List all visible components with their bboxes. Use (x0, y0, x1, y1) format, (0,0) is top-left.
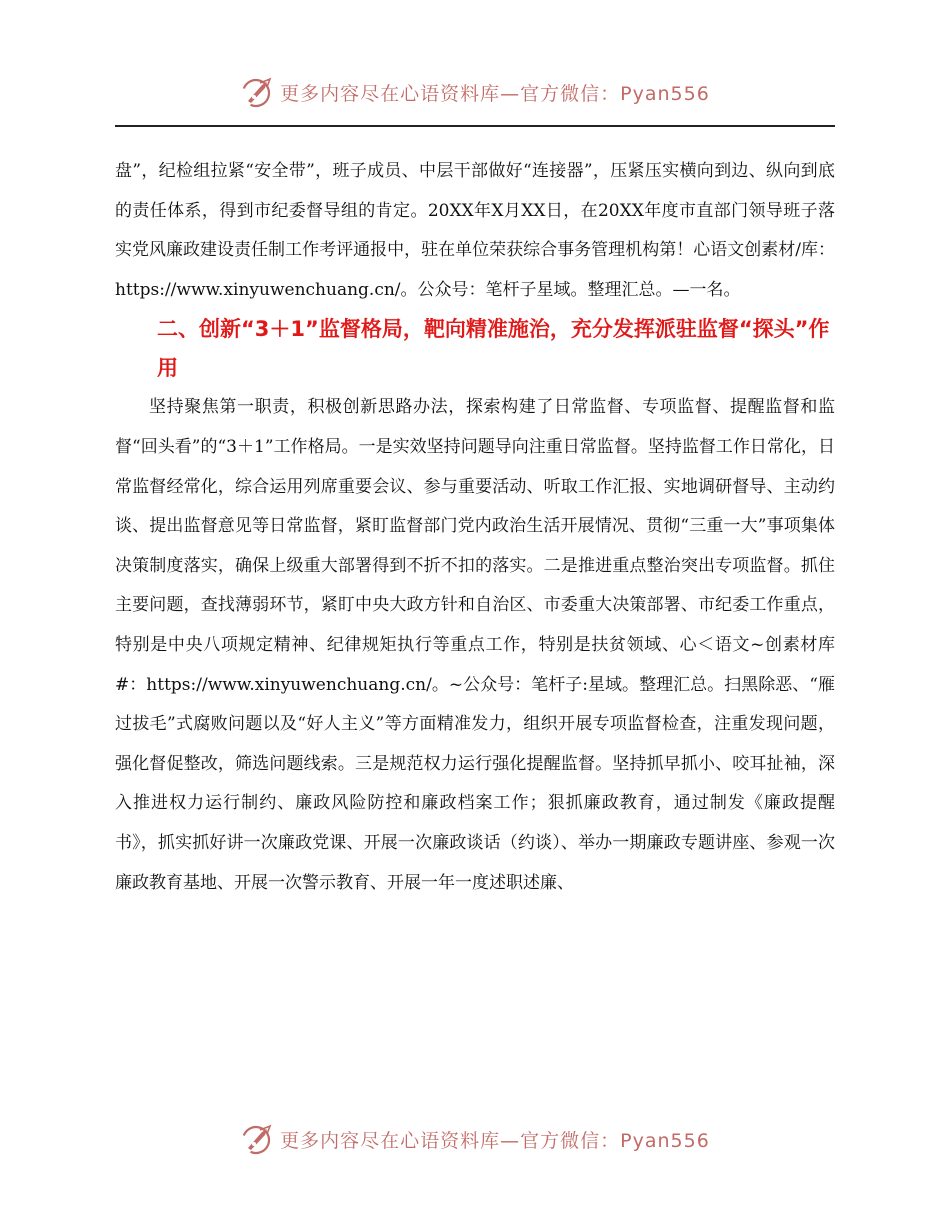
footer-banner (0, 1117, 950, 1161)
document-body (115, 152, 835, 903)
pen-nib-circle-icon (240, 75, 274, 109)
header-divider (115, 125, 835, 127)
header-banner-text: 更多内容尽在心语资料库—官方微信：Pyan556 (280, 82, 710, 105)
section-heading: 二、创新“3＋1”监督格局，靶向精准施治，充分发挥派驻监督“探头”作用 (157, 317, 830, 381)
paragraph-body: 坚持聚焦第一职责，积极创新思路办法，探索构建了日常监督、专项监督、提醒监督和监督“回头看”的“3＋1”工作格局。一是实效坚持问题导向注重日常监督。坚持监督工作日常化，日常监督经常化，综合运用列席重要会议、参与重要活动、听取工作汇报、实地调研督导、主动约谈、提出监督意见等日常监督，紧盯监督部门党内政治生活开展情况、贯彻“三重一大”事项集体决策制度落实，确保上级重大部署得到不折不扣的落实。二是推进重点整治突出专项监督。抓住主要问题，查找薄弱环节，紧盯中央大政方针和自治区、市委重大决策部署、市纪委工作重点，特别是中央八项规定精神、纪律规矩执行等重点工作，特别是扶贫领域、心＜语文~创素材库#：https://www.xinyuwenchuang.cn/。~公众号：笔杆子:星域。整理汇总。扫黑除恶、“雁过拔毛”式腐败问题以及“好人主义”等方面精准发力，组织开展专项监督检查，注重发现问题，强化督促整改，筛选问题线索。三是规范权力运行强化提醒监督。坚持抓早抓小、咬耳扯袖，深入推进权力运行制约、廉政风险防控和廉政档案工作；狠抓廉政教育，通过制发《廉政提醒书》，抓实抓好讲一次廉政党课、开展一次廉政谈话（约谈）、举办一期廉政专题讲座、参观一次廉政教育基地、开展一次警示教育、开展一年一度述职述廉、 (115, 397, 835, 893)
footer-banner-text: 更多内容尽在心语资料库—官方微信：Pyan556 (280, 1129, 710, 1152)
header-banner (0, 70, 950, 114)
paragraph-continuation: 盘”，纪检组拉紧“安全带”，班子成员、中层干部做好“连接器”，压紧压实横向到边、纵向到底的责任体系，得到市纪委督导组的肯定。20XX年X月XX日，在20XX年度市直部门领导班子落实党风廉政建设责任制工作考评通报中，驻在单位荣获综合事务管理机构第！心语文创素材/库：https://www.xinyuwenchuang.cn/。公众号：笔杆子星域。整理汇总。—一名。 (115, 161, 835, 300)
pen-nib-circle-icon (240, 1122, 274, 1156)
